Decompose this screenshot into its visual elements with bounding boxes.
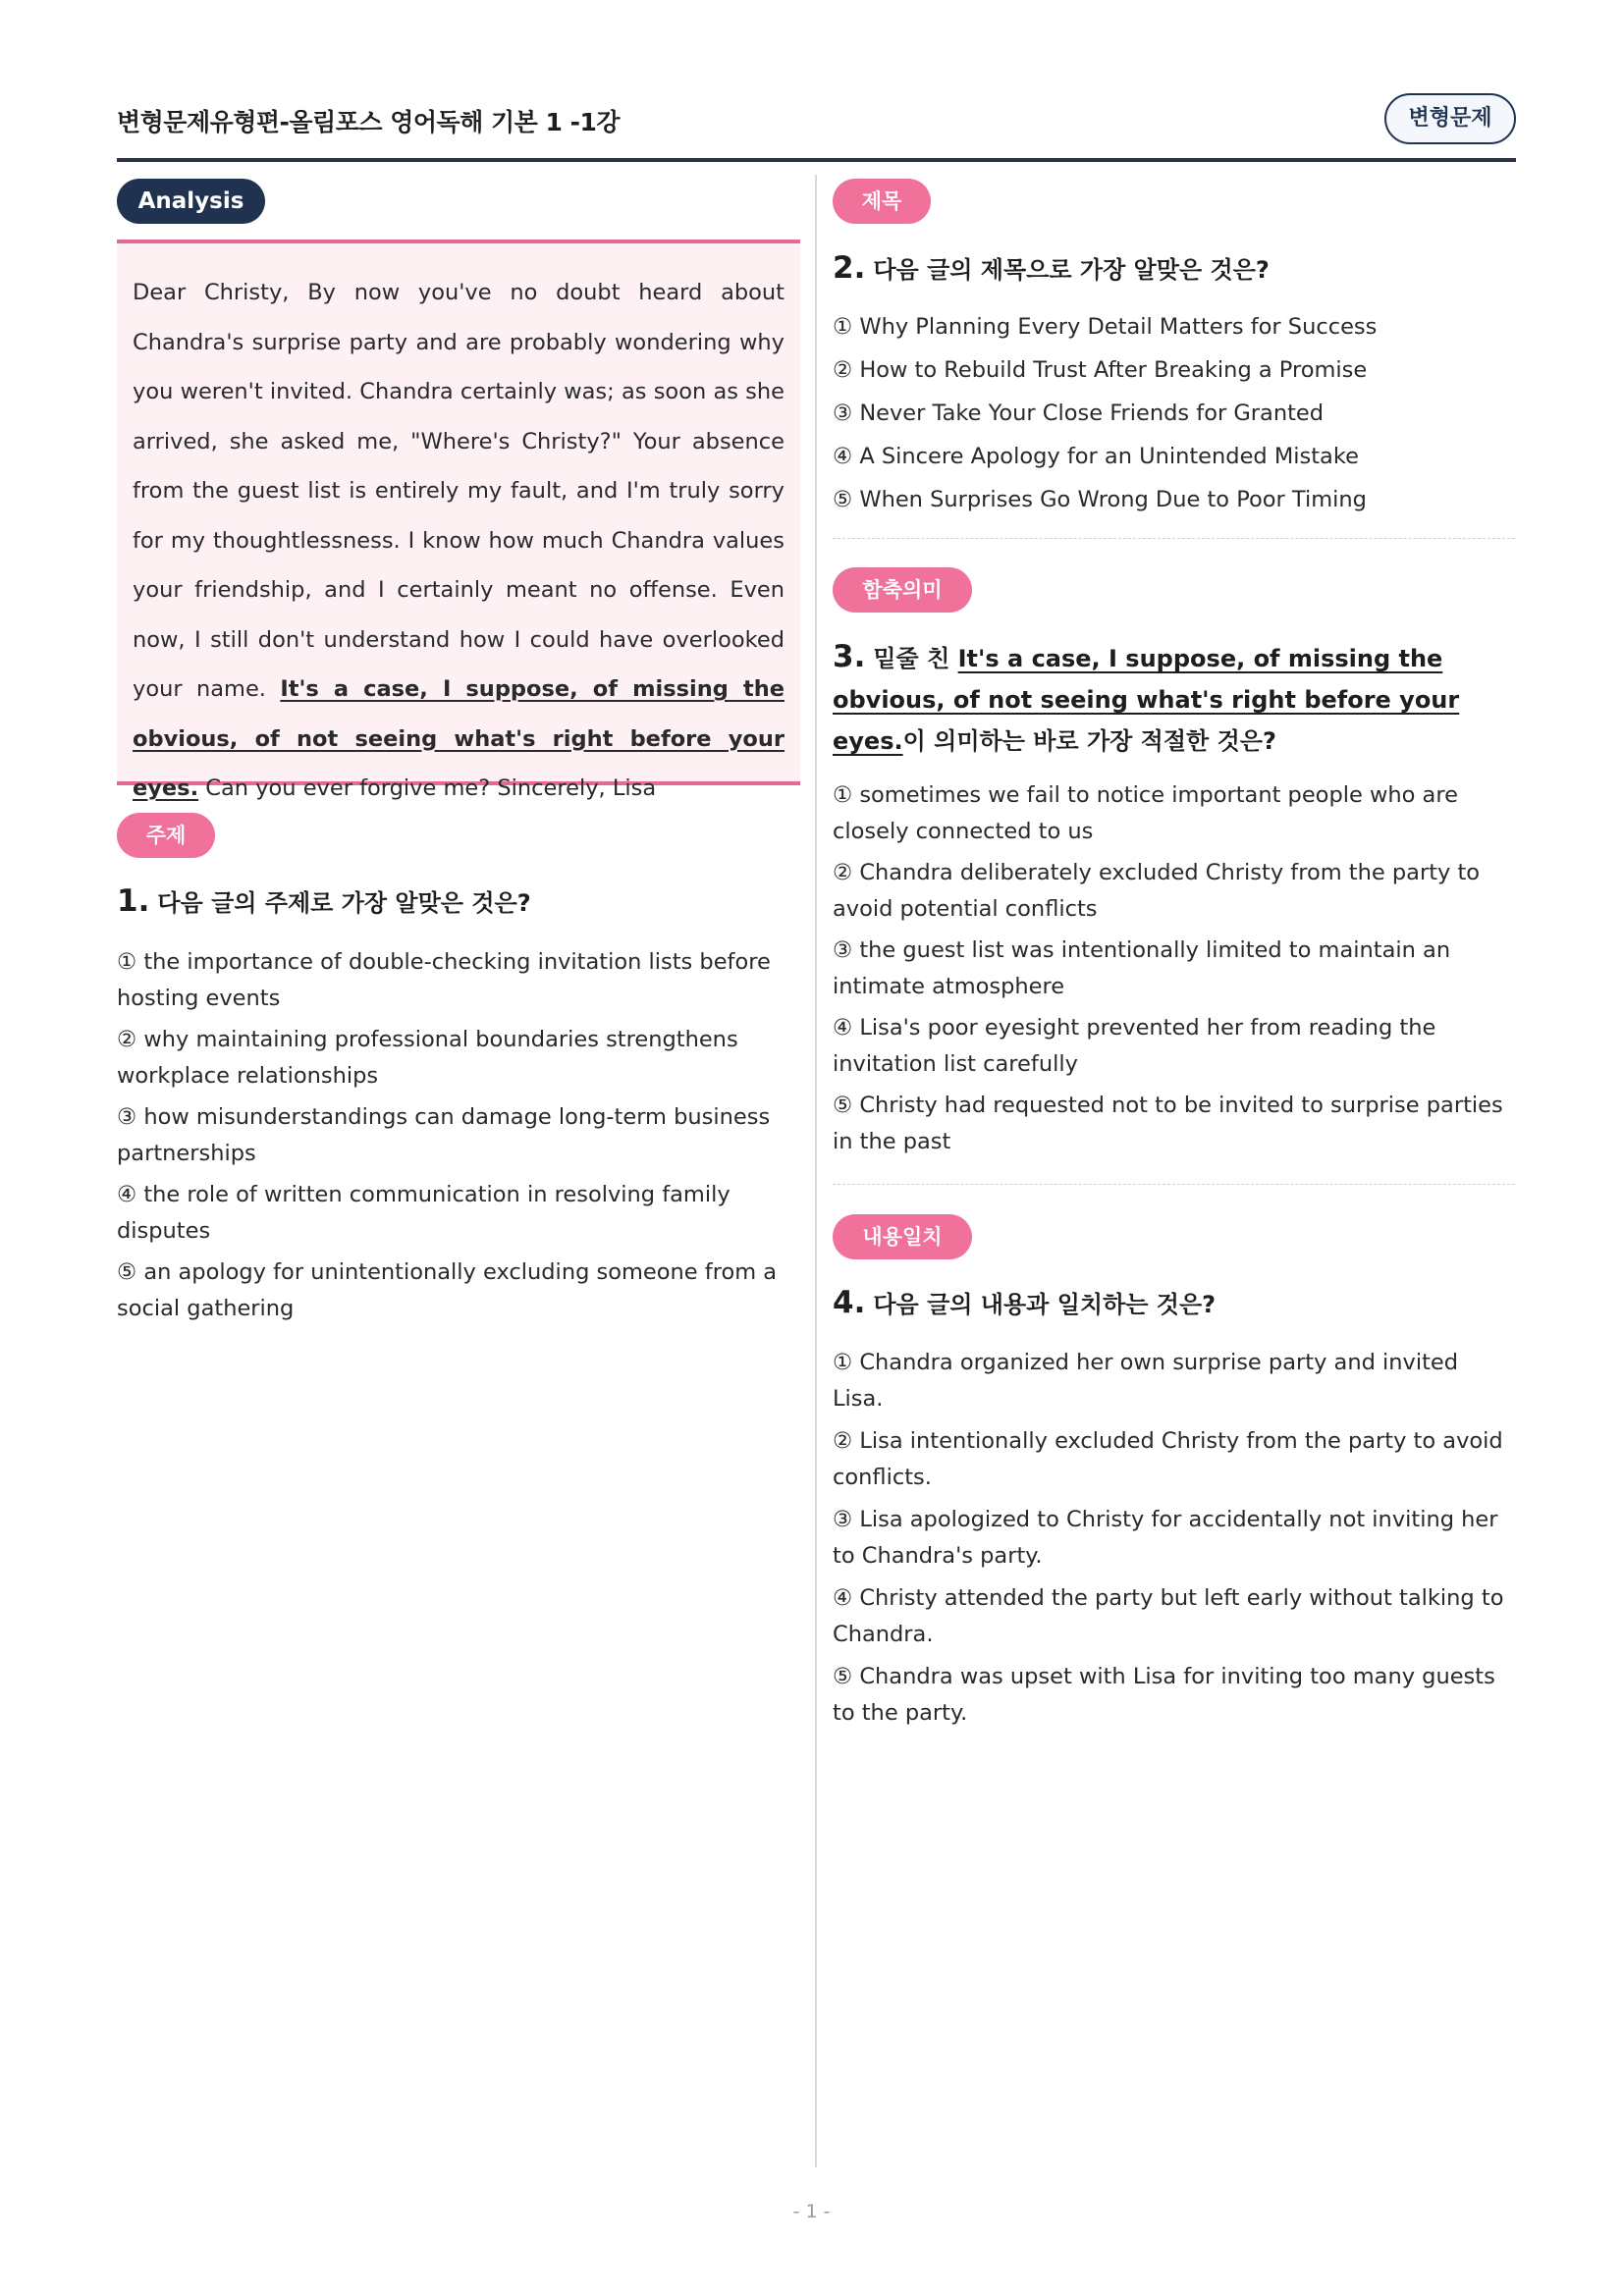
worksheet-title: 변형문제유형편-올림포스 영어독해 기본 1 -1강	[117, 108, 621, 136]
q4-option-5[interactable]: ⑤ Chandra was upset with Lisa for inviting too many guests to the party.	[833, 1664, 1495, 1726]
q4-option-4[interactable]: ④ Christy attended the party but left early without talking to Chandra.	[833, 1585, 1504, 1647]
q2-option-4[interactable]: ④ A Sincere Apology for an Unintended Mistake	[833, 444, 1359, 469]
q4-tag: 내용일치	[833, 1214, 972, 1259]
q3-prompt-after: 이 의미하는 바로 가장 적절한 것은?	[902, 727, 1276, 755]
page-header	[117, 93, 1516, 162]
passage-text-before: Dear Christy, By now you've no doubt heard about Chandra's surprise party and are probably wondering why you weren't invited. Chandra certainly was; as soon as she arrived, she asked me, "Where's Christy?" Your absence from the guest list is entirely my fault, and I'm truly sorry for my thoughtlessness. I know how much Chandra values your friendship, and I certainly meant no offense. Even now, I still don't understand how I could have overlooked your name.	[133, 280, 784, 702]
q1-option-4[interactable]: ④ the role of written communication in resolving family disputes	[117, 1182, 730, 1244]
q4-number: 4.	[833, 1285, 866, 1320]
q1-option-3[interactable]: ③ how misunderstandings can damage long-term business partnerships	[117, 1104, 771, 1166]
q1-option-1[interactable]: ① the importance of double-checking invitation lists before hosting events	[117, 949, 771, 1011]
q3-number: 3.	[833, 639, 866, 674]
q1-option-2[interactable]: ② why maintaining professional boundaries strengthens workplace relationships	[117, 1027, 738, 1089]
page-number: - 1 -	[792, 2201, 831, 2222]
q1-option-5[interactable]: ⑤ an apology for unintentionally excluding someone from a social gathering	[117, 1259, 778, 1321]
q4-heading	[833, 1282, 1520, 1325]
q3-underlined-sentence: It's a case, I suppose, of missing the obvious, of not seeing what's right before your eyes.	[833, 645, 1460, 755]
q2-option-2[interactable]: ② How to Rebuild Trust After Breaking a Promise	[833, 357, 1368, 383]
type-badge: 변형문제	[1384, 93, 1516, 144]
q3-heading	[833, 636, 1520, 762]
analysis-label: Analysis	[117, 179, 265, 224]
q1-number: 1.	[117, 883, 150, 919]
q2-heading	[833, 247, 1520, 291]
q4-option-2[interactable]: ② Lisa intentionally excluded Christy from the party to avoid conflicts.	[833, 1428, 1503, 1490]
passage-text-after: Can you ever forgive me? Sincerely, Lisa	[198, 775, 657, 801]
q2-options	[833, 309, 1510, 518]
q2-tag: 제목	[833, 179, 931, 224]
q3-option-3[interactable]: ③ the guest list was intentionally limited to maintain an intimate atmosphere	[833, 937, 1451, 999]
q3-option-4[interactable]: ④ Lisa's poor eyesight prevented her from reading the invitation list carefully	[833, 1015, 1436, 1077]
section-separator	[833, 538, 1515, 539]
q1-tag: 주제	[117, 813, 215, 858]
q3-options	[833, 777, 1510, 1160]
q3-option-2[interactable]: ② Chandra deliberately excluded Christy from the party to avoid potential conflicts	[833, 860, 1481, 922]
q1-prompt: 다음 글의 주제로 가장 알맞은 것은?	[157, 889, 531, 917]
q4-option-1[interactable]: ① Chandra organized her own surprise party and invited Lisa.	[833, 1350, 1459, 1412]
q3-prompt-before: 밑줄 친	[873, 645, 958, 672]
q1-options	[117, 944, 784, 1327]
section-separator	[833, 1184, 1515, 1185]
q4-options	[833, 1345, 1510, 1732]
q2-option-1[interactable]: ① Why Planning Every Detail Matters for Success	[833, 314, 1378, 340]
q3-tag: 함축의미	[833, 567, 972, 613]
q4-prompt: 다음 글의 내용과 일치하는 것은?	[873, 1291, 1217, 1318]
q2-number: 2.	[833, 250, 866, 286]
q2-prompt: 다음 글의 제목으로 가장 알맞은 것은?	[873, 256, 1270, 284]
q2-option-3[interactable]: ③ Never Take Your Close Friends for Granted	[833, 400, 1325, 426]
q3-option-5[interactable]: ⑤ Christy had requested not to be invited to surprise parties in the past	[833, 1093, 1503, 1154]
passage-box	[117, 240, 800, 801]
q1-heading	[117, 881, 804, 924]
passage-underlined-sentence: It's a case, I suppose, of missing the obvious, of not seeing what's right before your eyes.	[133, 676, 785, 801]
q3-option-1[interactable]: ① sometimes we fail to notice important people who are closely connected to us	[833, 782, 1458, 844]
q2-option-5[interactable]: ⑤ When Surprises Go Wrong Due to Poor Timing	[833, 487, 1367, 512]
q4-option-3[interactable]: ③ Lisa apologized to Christy for accidentally not inviting her to Chandra's party.	[833, 1507, 1498, 1569]
column-divider	[815, 175, 817, 2167]
